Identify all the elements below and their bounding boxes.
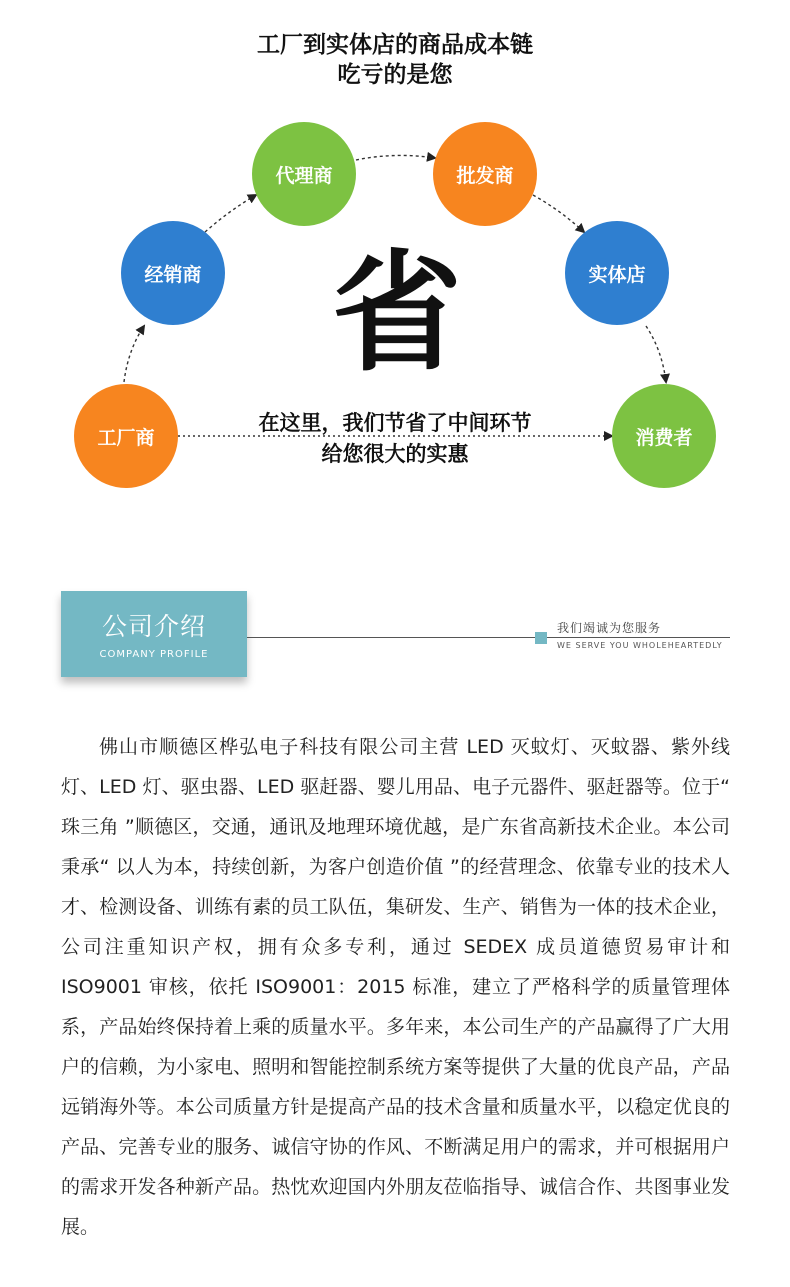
company-profile-banner xyxy=(61,591,247,677)
node-consumer-label: 消费者 xyxy=(635,426,693,449)
company-description: 佛山市顺德区桦弘电子科技有限公司主营 LED 灭蚊灯、灭蚊器、紫外线灯、LED 灯、驱虫器、LED 驱赶器、婴儿用品、电子元器件、驱赶器等。位于“ 珠三角 ”顺德区，交通，通讯及地理环境优越，是广东省高新技术企业。本公司秉承“ 以人为本，持续创新，为客户创造价值 ”的经营理念、依靠专业的技术人才、检测设备、训练有素的员工队伍，集研发、生产、销售为一体的技术企业，公司注重知识产权，拥有众多专利，通过 SEDEX 成员道德贸易审计和 ISO9001 审核，依托 ISO9001：2015 标准，建立了严格科学的质量管理体系，产品始终保持着上乘的质量水平。多年来，本公司生产的产品赢得了广大用户的信赖，为小家电、照明和智能控制系统方案等提供了大量的优良产品，产品远销海外等。本公司质量方针是提高产品的技术含量和质量水平，以稳定优良的产品、完善专业的服务、诚信守协的作风、不断满足用户的需求，并可根据用户的需求开发各种新产品。热忱欢迎国内外朋友莅临指导、诚信合作、共图事业发展。 xyxy=(61,736,730,1238)
arrow-agent-to-wholesaler xyxy=(356,155,435,160)
node-agent xyxy=(252,122,356,226)
company-profile-subtitle: COMPANY PROFILE xyxy=(99,649,209,660)
headline-line-2: 吃亏的是您 xyxy=(337,62,453,88)
slogan-en: WE SERVE YOU WHOLEHEARTEDLY xyxy=(557,641,723,650)
node-wholesaler xyxy=(433,122,537,226)
arrow-factory-to-distributor xyxy=(124,326,144,382)
node-wholesaler-label: 批发商 xyxy=(456,164,514,187)
slogan-cn: 我们竭诚为您服务 xyxy=(557,621,662,635)
arrow-wholesaler-to-store xyxy=(533,195,584,232)
save-character: 省 xyxy=(331,237,462,389)
node-store-label: 实体店 xyxy=(588,263,646,286)
node-store xyxy=(565,221,669,325)
headline-line-1: 工厂到实体店的商品成本链 xyxy=(257,32,533,58)
node-factory-label: 工厂商 xyxy=(97,426,155,449)
section-divider xyxy=(247,637,730,638)
company-profile-title: 公司介绍 xyxy=(101,612,206,641)
node-agent-label: 代理商 xyxy=(275,164,333,187)
arrow-store-to-consumer xyxy=(646,326,666,382)
node-distributor xyxy=(121,221,225,325)
arrow-distributor-to-agent xyxy=(205,195,256,232)
accent-square xyxy=(535,632,547,644)
savings-message-line-1: 在这里，我们节省了中间环节 xyxy=(258,411,532,435)
node-distributor-label: 经销商 xyxy=(144,263,202,286)
savings-message-line-2: 给您很大的实惠 xyxy=(321,442,469,466)
